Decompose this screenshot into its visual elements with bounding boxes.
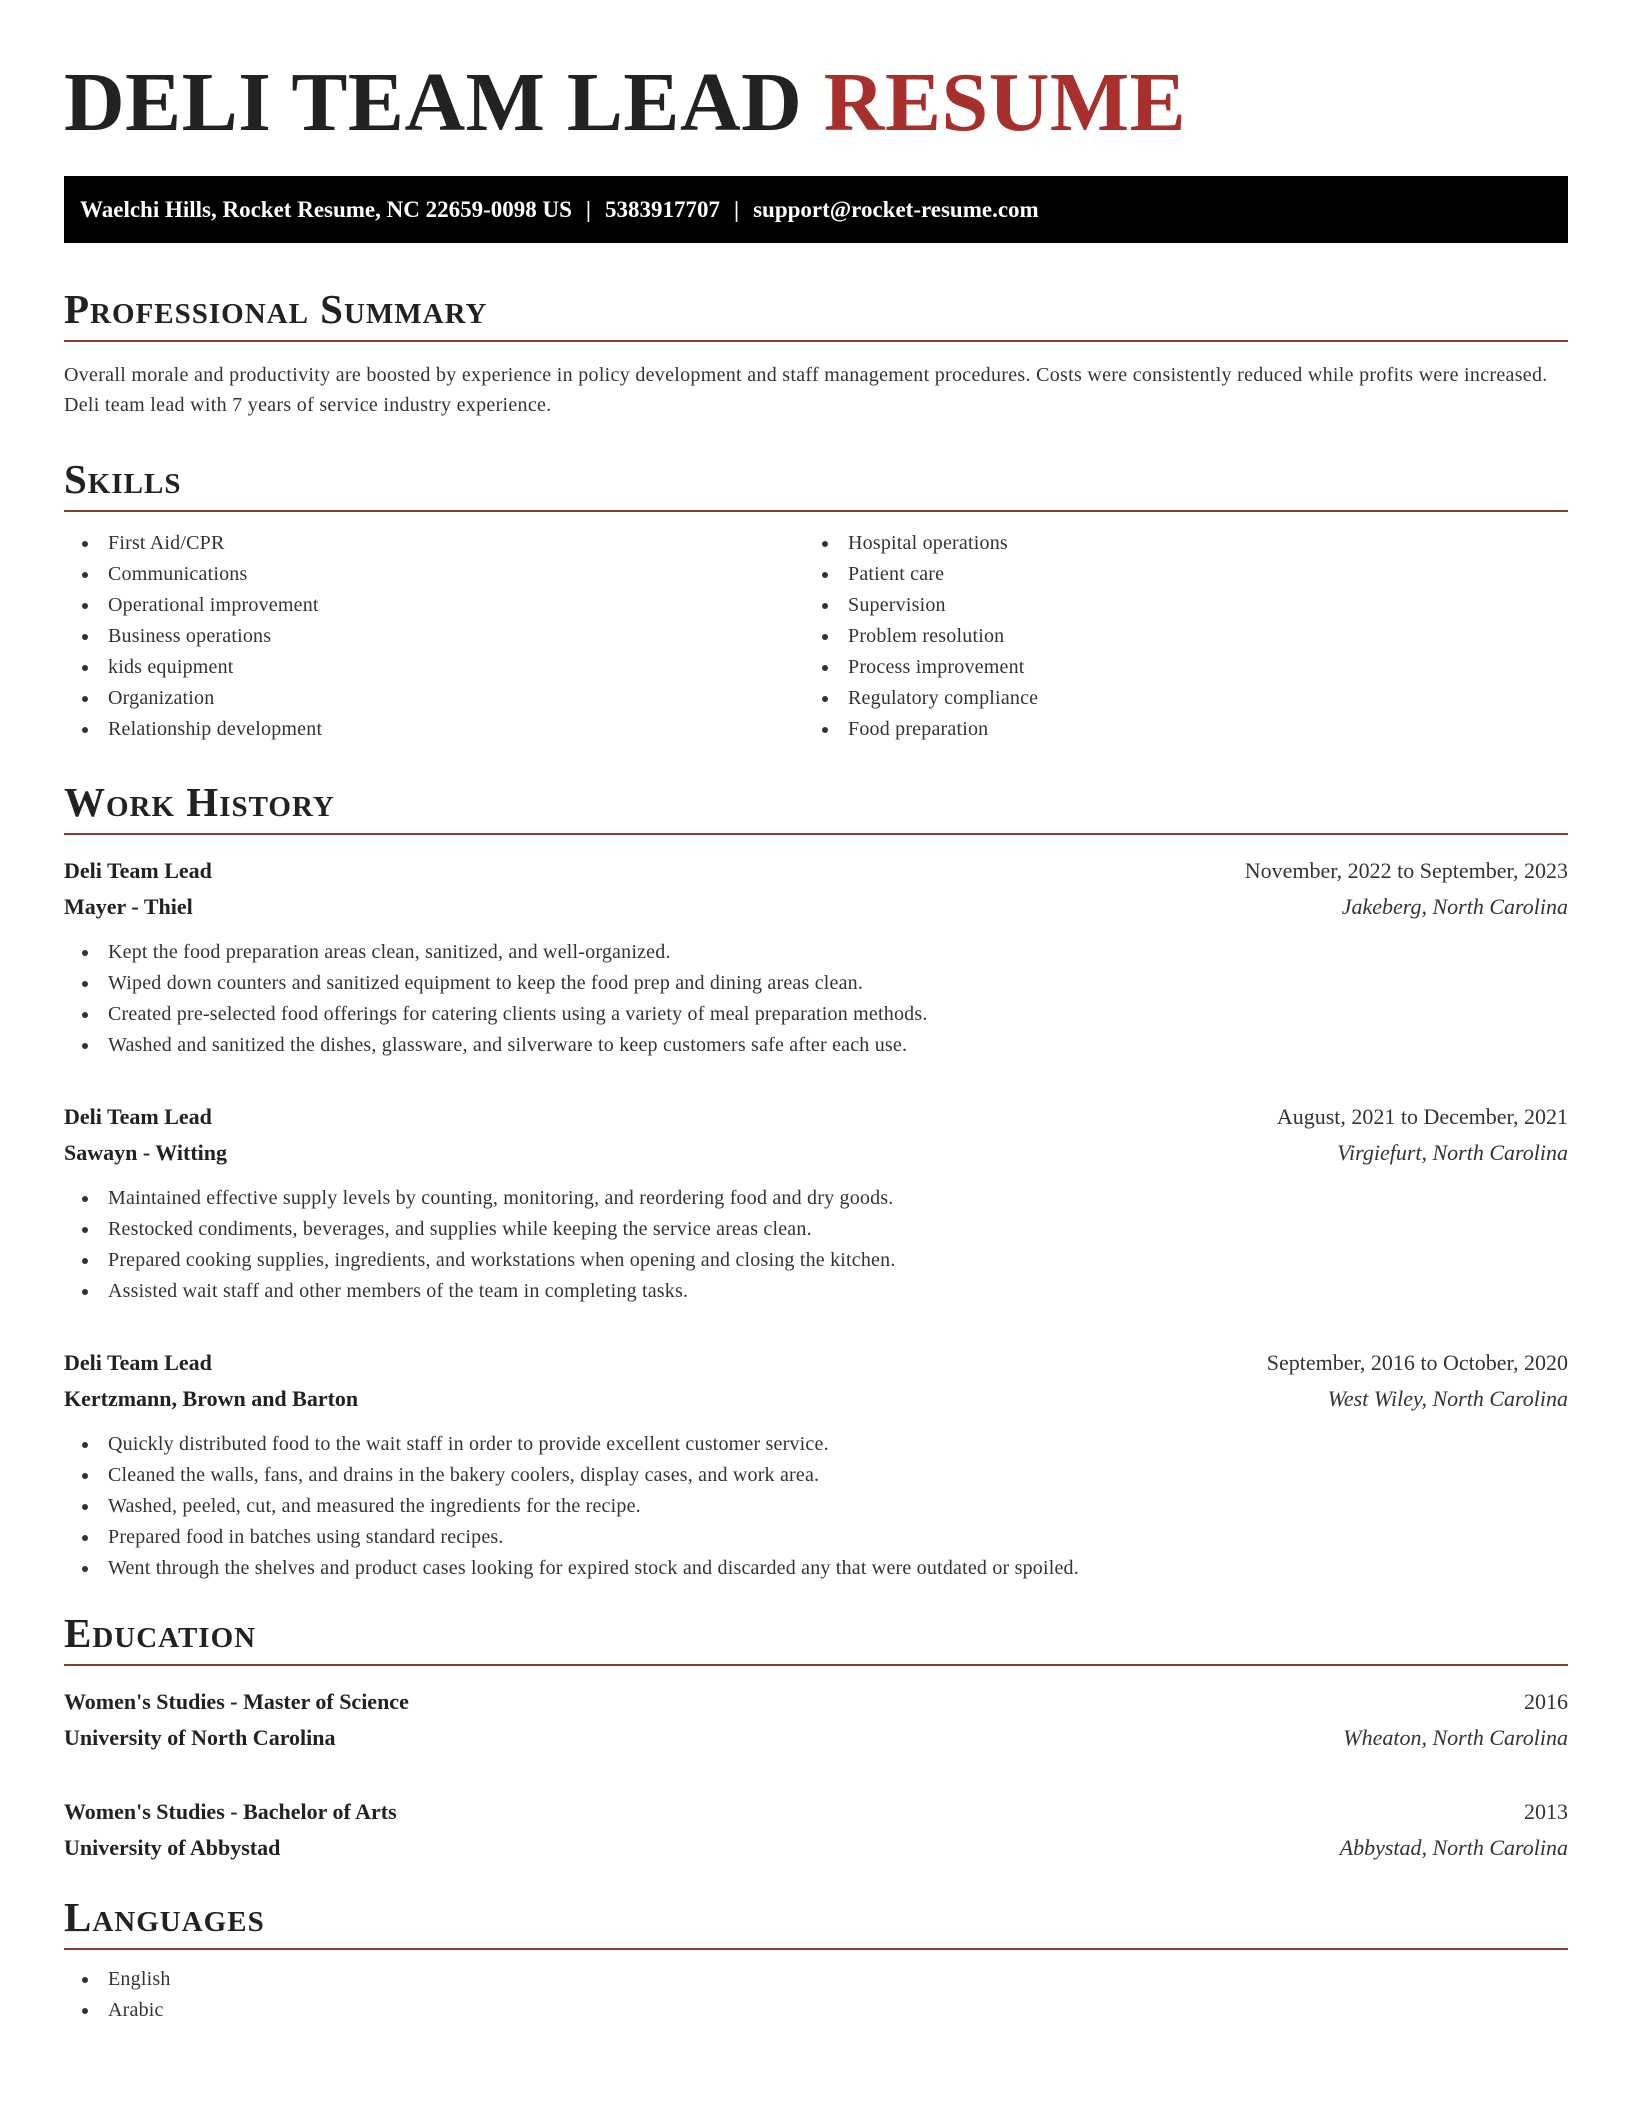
skill-item: Regulatory compliance <box>804 683 1544 714</box>
education-entry <box>64 1794 1568 1866</box>
job-duty: Washed and sanitized the dishes, glassware, and silverware to keep customers safe after each use. <box>64 1030 1568 1061</box>
job-duty: Quickly distributed food to the wait staff in order to provide excellent customer service. <box>64 1429 1568 1460</box>
skill-item: Problem resolution <box>804 621 1544 652</box>
education-section <box>64 1608 1568 1866</box>
skill-item: Business operations <box>64 621 804 652</box>
job-location: West Wiley, North Carolina <box>1327 1386 1568 1411</box>
job-dates: September, 2016 to October, 2020 <box>1266 1350 1568 1375</box>
job-company: Sawayn - Witting <box>64 1140 228 1165</box>
contact-separator: | <box>585 197 591 222</box>
job-entry <box>64 1099 1568 1307</box>
job-company: Mayer - Thiel <box>64 894 193 919</box>
skill-item: Process improvement <box>804 652 1544 683</box>
skill-item: Organization <box>64 683 804 714</box>
skill-item: Communications <box>64 559 804 590</box>
education-degree: Women's Studies - Bachelor of Arts <box>64 1799 397 1824</box>
job-company-row <box>64 1135 1568 1171</box>
job-duty: Assisted wait staff and other members of the team in completing tasks. <box>64 1276 1568 1307</box>
education-heading: Education <box>64 1610 257 1656</box>
languages-section <box>64 1892 1568 2026</box>
work-history-section <box>64 777 1568 1584</box>
job-duties <box>64 1183 1568 1307</box>
job-location: Virgiefurt, North Carolina <box>1337 1140 1568 1165</box>
job-title: Deli Team Lead <box>64 1350 212 1375</box>
job-duty: Prepared food in batches using standard recipes. <box>64 1522 1568 1553</box>
section-divider <box>64 833 1568 835</box>
work-history-heading: Work History <box>64 779 335 825</box>
skills-heading: Skills <box>64 456 182 502</box>
education-year: 2016 <box>1524 1689 1568 1714</box>
skills-list-right <box>804 528 1544 745</box>
languages-heading: Languages <box>64 1894 265 1940</box>
job-header-row <box>64 1345 1568 1381</box>
skill-item: Hospital operations <box>804 528 1544 559</box>
language-item: English <box>64 1964 1568 1995</box>
education-year: 2013 <box>1524 1799 1568 1824</box>
summary-heading: Professional Summary <box>64 286 488 332</box>
skill-item: Food preparation <box>804 714 1544 745</box>
job-company: Kertzmann, Brown and Barton <box>64 1386 359 1411</box>
job-entry <box>64 853 1568 1061</box>
resume-content <box>64 0 1568 2021</box>
language-item: Arabic <box>64 1995 1568 2026</box>
education-location: Wheaton, North Carolina <box>1343 1725 1568 1750</box>
education-entry <box>64 1684 1568 1756</box>
job-header-row <box>64 853 1568 889</box>
job-duty: Prepared cooking supplies, ingredients, and workstations when opening and closing the kitchen. <box>64 1245 1568 1276</box>
contact-address: Waelchi Hills, Rocket Resume, NC 22659-0098 US <box>80 197 572 222</box>
skill-item: kids equipment <box>64 652 804 683</box>
job-duties <box>64 1429 1568 1584</box>
job-duty: Wiped down counters and sanitized equipment to keep the food prep and dining areas clean. <box>64 968 1568 999</box>
contact-separator: | <box>734 197 740 222</box>
education-header-row <box>64 1794 1568 1830</box>
languages-list <box>64 1964 1568 2026</box>
education-school: University of North Carolina <box>64 1725 336 1750</box>
contact-bar <box>64 176 1568 243</box>
job-duty: Washed, peeled, cut, and measured the ingredients for the recipe. <box>64 1491 1568 1522</box>
job-title: Deli Team Lead <box>64 858 212 883</box>
education-school-row <box>64 1830 1568 1866</box>
contact-phone: 5383917707 <box>605 197 720 222</box>
section-divider <box>64 1948 1568 1950</box>
job-duty: Restocked condiments, beverages, and supplies while keeping the service areas clean. <box>64 1214 1568 1245</box>
education-school: University of Abbystad <box>64 1835 281 1860</box>
education-header-row <box>64 1684 1568 1720</box>
job-location: Jakeberg, North Carolina <box>1341 894 1568 919</box>
job-company-row <box>64 1381 1568 1417</box>
job-duty: Maintained effective supply levels by counting, monitoring, and reordering food and dry goods. <box>64 1183 1568 1214</box>
skill-item: First Aid/CPR <box>64 528 804 559</box>
job-duties <box>64 937 1568 1061</box>
job-company-row <box>64 889 1568 925</box>
skill-item: Operational improvement <box>64 590 804 621</box>
job-title: Deli Team Lead <box>64 1104 212 1129</box>
skills-columns <box>64 528 1568 745</box>
skill-item: Relationship development <box>64 714 804 745</box>
title-accent: RESUME <box>823 56 1187 149</box>
education-school-row <box>64 1720 1568 1756</box>
section-divider <box>64 1664 1568 1666</box>
skills-list-left <box>64 528 804 745</box>
summary-section <box>64 284 1568 420</box>
education-degree: Women's Studies - Master of Science <box>64 1689 409 1714</box>
skill-item: Patient care <box>804 559 1544 590</box>
skill-item: Supervision <box>804 590 1544 621</box>
job-dates: August, 2021 to December, 2021 <box>1276 1104 1568 1129</box>
job-duty: Went through the shelves and product cases looking for expired stock and discarded any that were outdated or spoiled. <box>64 1553 1568 1584</box>
job-duty: Cleaned the walls, fans, and drains in the bakery coolers, display cases, and work area. <box>64 1460 1568 1491</box>
title-main: DELI TEAM LEAD <box>64 56 803 149</box>
job-dates: November, 2022 to September, 2023 <box>1244 858 1568 883</box>
section-divider <box>64 340 1568 342</box>
skills-section <box>64 454 1568 745</box>
summary-text: Overall morale and productivity are boosted by experience in policy development and staff management procedures. Costs were consistently reduced while profits were increased. Deli team lead with 7 years of service industry experience. <box>64 364 1548 416</box>
job-header-row <box>64 1099 1568 1135</box>
contact-email: support@rocket-resume.com <box>753 197 1039 222</box>
resume-title <box>64 0 1568 154</box>
job-duty: Kept the food preparation areas clean, sanitized, and well-organized. <box>64 937 1568 968</box>
job-entry <box>64 1345 1568 1584</box>
section-divider <box>64 510 1568 512</box>
job-duty: Created pre-selected food offerings for catering clients using a variety of meal preparation methods. <box>64 999 1568 1030</box>
education-location: Abbystad, North Carolina <box>1339 1835 1568 1860</box>
